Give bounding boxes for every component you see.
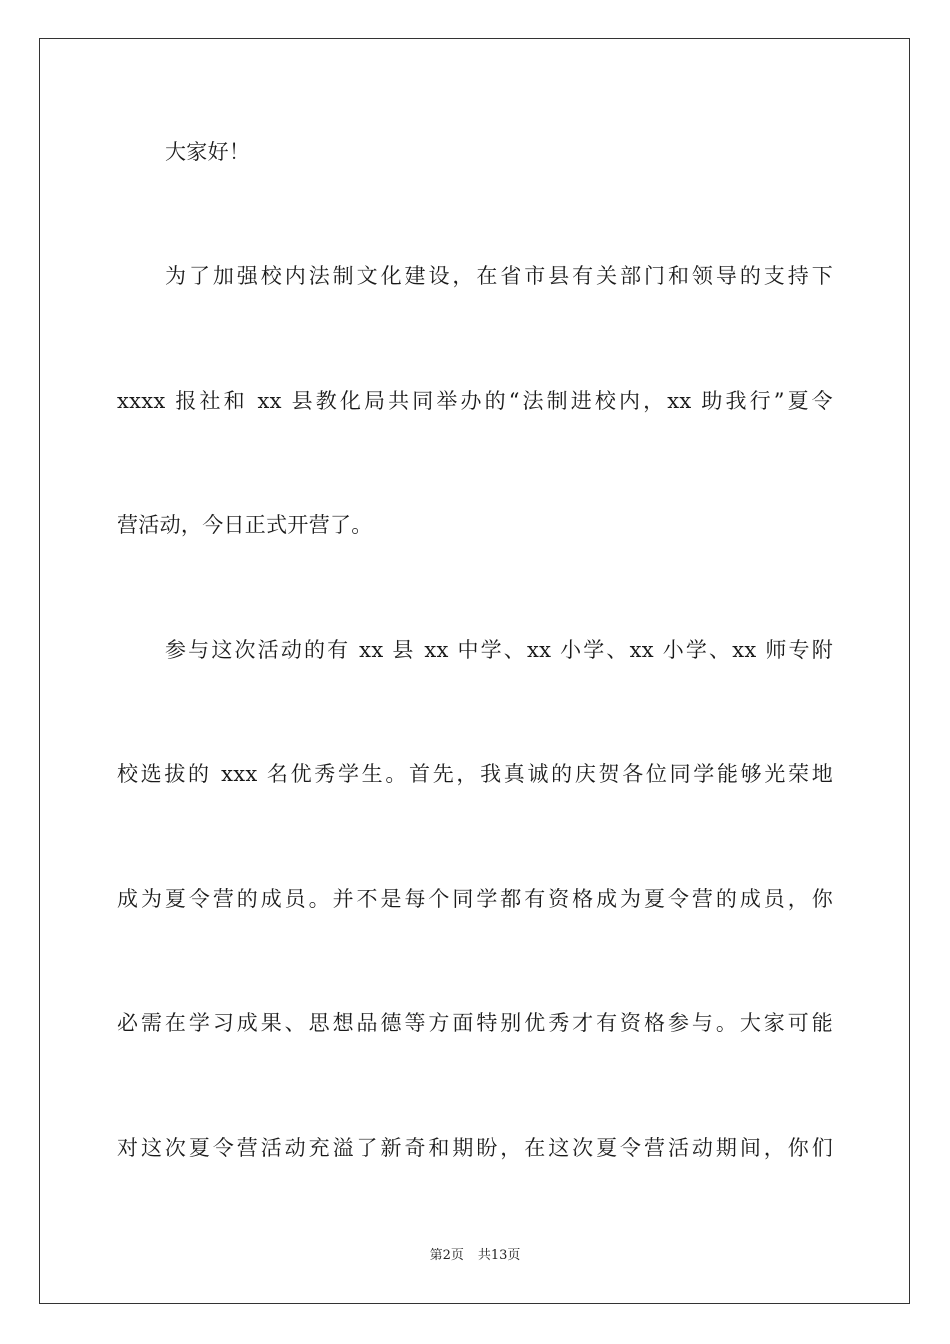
page-number: 第2页 xyxy=(429,1248,464,1263)
paragraph-1-line-3: 营活动，今日正式开营了。 xyxy=(117,513,373,537)
page-total: 共13页 xyxy=(477,1248,521,1263)
paragraph-1-line-1: 为了加强校内法制文化建设，在省市县有关部门和领导的支持下 xyxy=(165,264,833,288)
paragraph-2-line-2: 校选拔的 xxx 名优秀学生。首先，我真诚的庆贺各位同学能够光荣地 xyxy=(117,762,833,786)
paragraph-2-line-1: 参与这次活动的有 xx 县 xx 中学、xx 小学、xx 小学、xx 师专附 xyxy=(165,638,833,662)
greeting-line: 大家好！ xyxy=(165,140,251,164)
paragraph-1-line-2: xxxx 报社和 xx 县教化局共同举办的“法制进校内，xx 助我行”夏令 xyxy=(117,389,833,413)
page-footer xyxy=(0,1247,950,1265)
page-border xyxy=(39,38,910,1304)
paragraph-2-line-3: 成为夏令营的成员。并不是每个同学都有资格成为夏令营的成员，你 xyxy=(117,887,833,911)
paragraph-2-line-4: 必需在学习成果、思想品德等方面特别优秀才有资格参与。大家可能 xyxy=(117,1011,833,1035)
paragraph-2-line-5: 对这次夏令营活动充溢了新奇和期盼，在这次夏令营活动期间，你们 xyxy=(117,1136,833,1160)
